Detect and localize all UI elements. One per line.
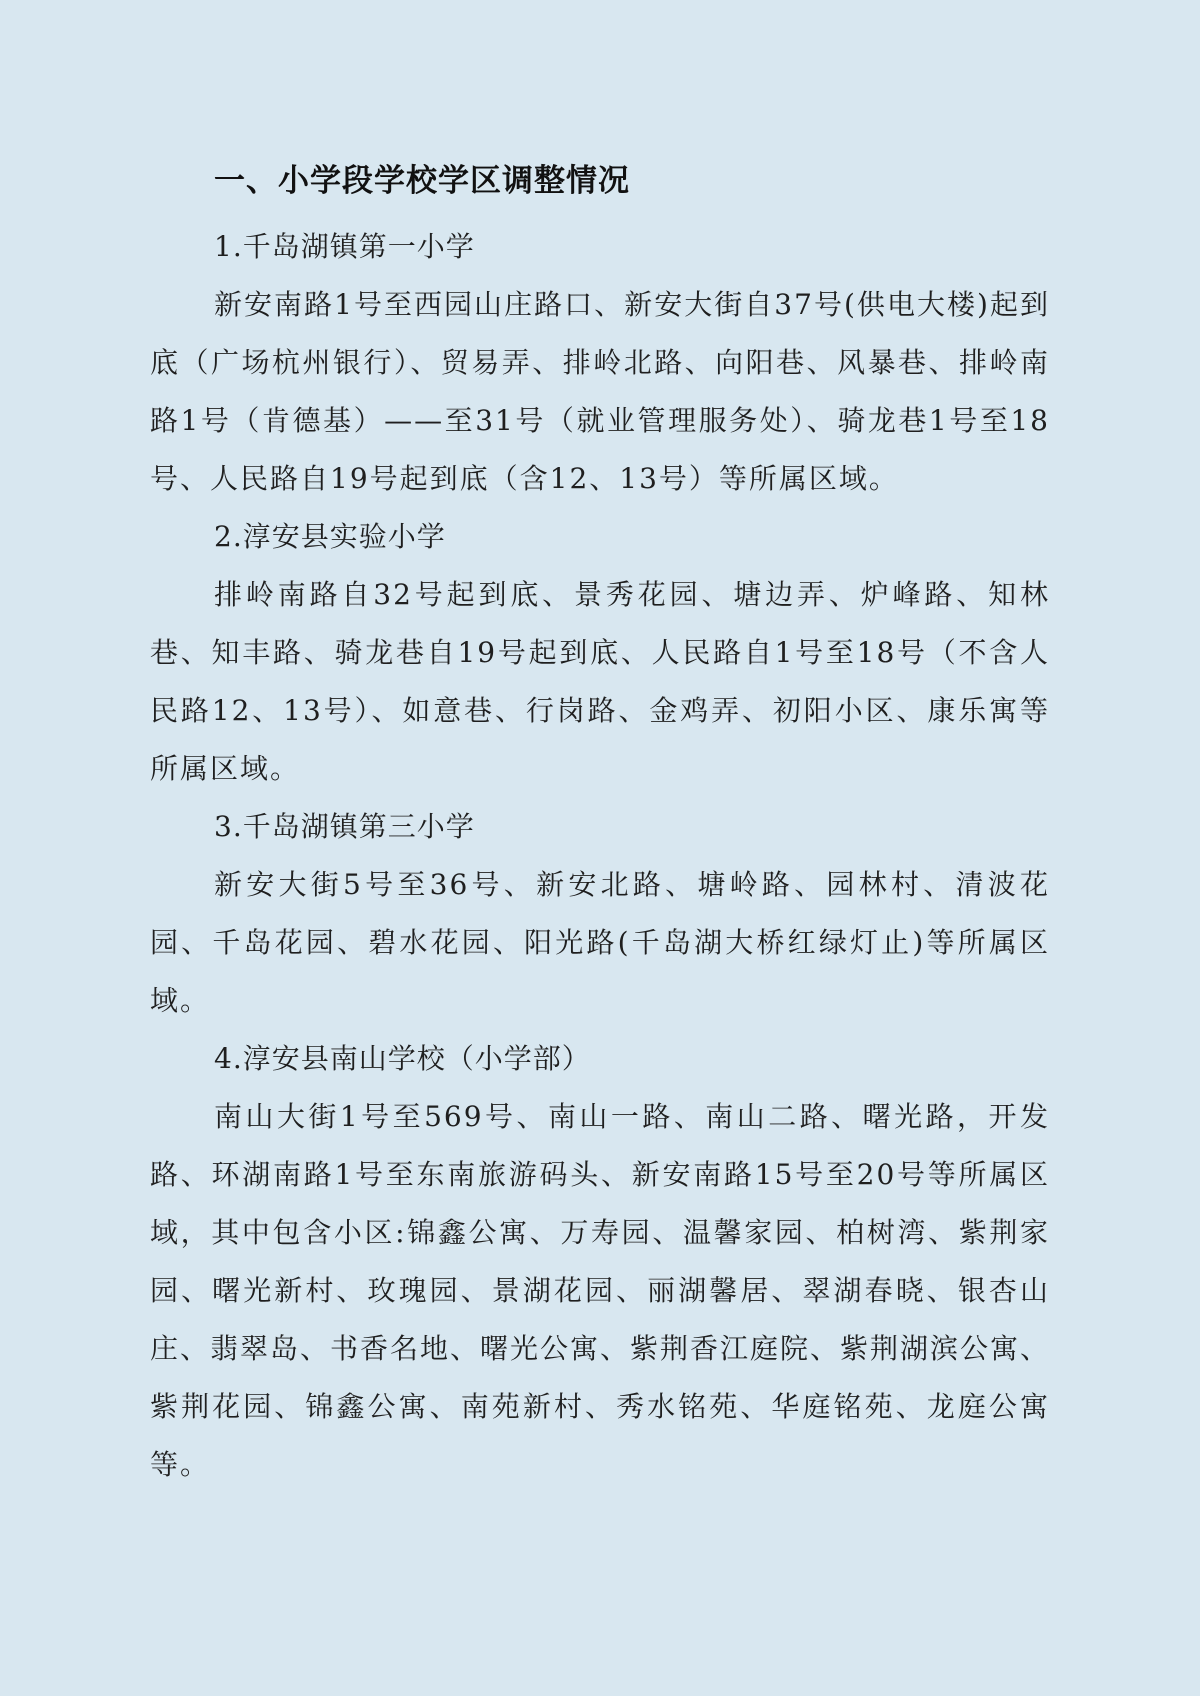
section-body: 南山大街1号至569号、南山一路、南山二路、曙光路，开发路、环湖南路1号至东南旅游码头、新安南路15号至20号等所属区域，其中包含小区:锦鑫公寓、万寿园、温馨家园、柏树湾、紫荆家园、曙光新村、玫瑰园、景湖花园、丽湖馨居、翠湖春晓、银杏山庄、翡翠岛、书香名地、曙光公寓、紫荆香江庭院、紫荆湖滨公寓、紫荆花园、锦鑫公寓、南苑新村、秀水铭苑、华庭铭苑、龙庭公寓等。 [150, 1100, 1051, 1481]
section-3 [150, 798, 1050, 1030]
page-heading: 一、小学段学校学区调整情况 [214, 163, 630, 199]
section-body: 排岭南路自32号起到底、景秀花园、塘边弄、炉峰路、知林巷、知丰路、骑龙巷自19号起到底、人民路自1号至18号（不含人民路12、13号）、如意巷、行岗路、金鸡弄、初阳小区、康乐寓等所属区域。 [150, 578, 1050, 785]
section-4 [150, 1030, 1050, 1494]
section-1 [150, 218, 1050, 508]
section-2 [150, 508, 1050, 798]
section-title: 2.淳安县实验小学 [214, 520, 446, 553]
section-title: 3.千岛湖镇第三小学 [214, 810, 475, 843]
section-body: 新安南路1号至西园山庄路口、新安大街自37号(供电大楼)起到底（广场杭州银行）、贸易弄、排岭北路、向阳巷、风暴巷、排岭南路1号（肯德基）——至31号（就业管理服务处）、骑龙巷1号至18号、人民路自19号起到底（含12、13号）等所属区域。 [150, 288, 1050, 495]
section-title: 1.千岛湖镇第一小学 [214, 230, 475, 263]
section-body: 新安大街5号至36号、新安北路、塘岭路、园林村、清波花园、千岛花园、碧水花园、阳光路(千岛湖大桥红绿灯止)等所属区域。 [150, 868, 1050, 1017]
section-title: 4.淳安县南山学校（小学部） [214, 1042, 591, 1075]
